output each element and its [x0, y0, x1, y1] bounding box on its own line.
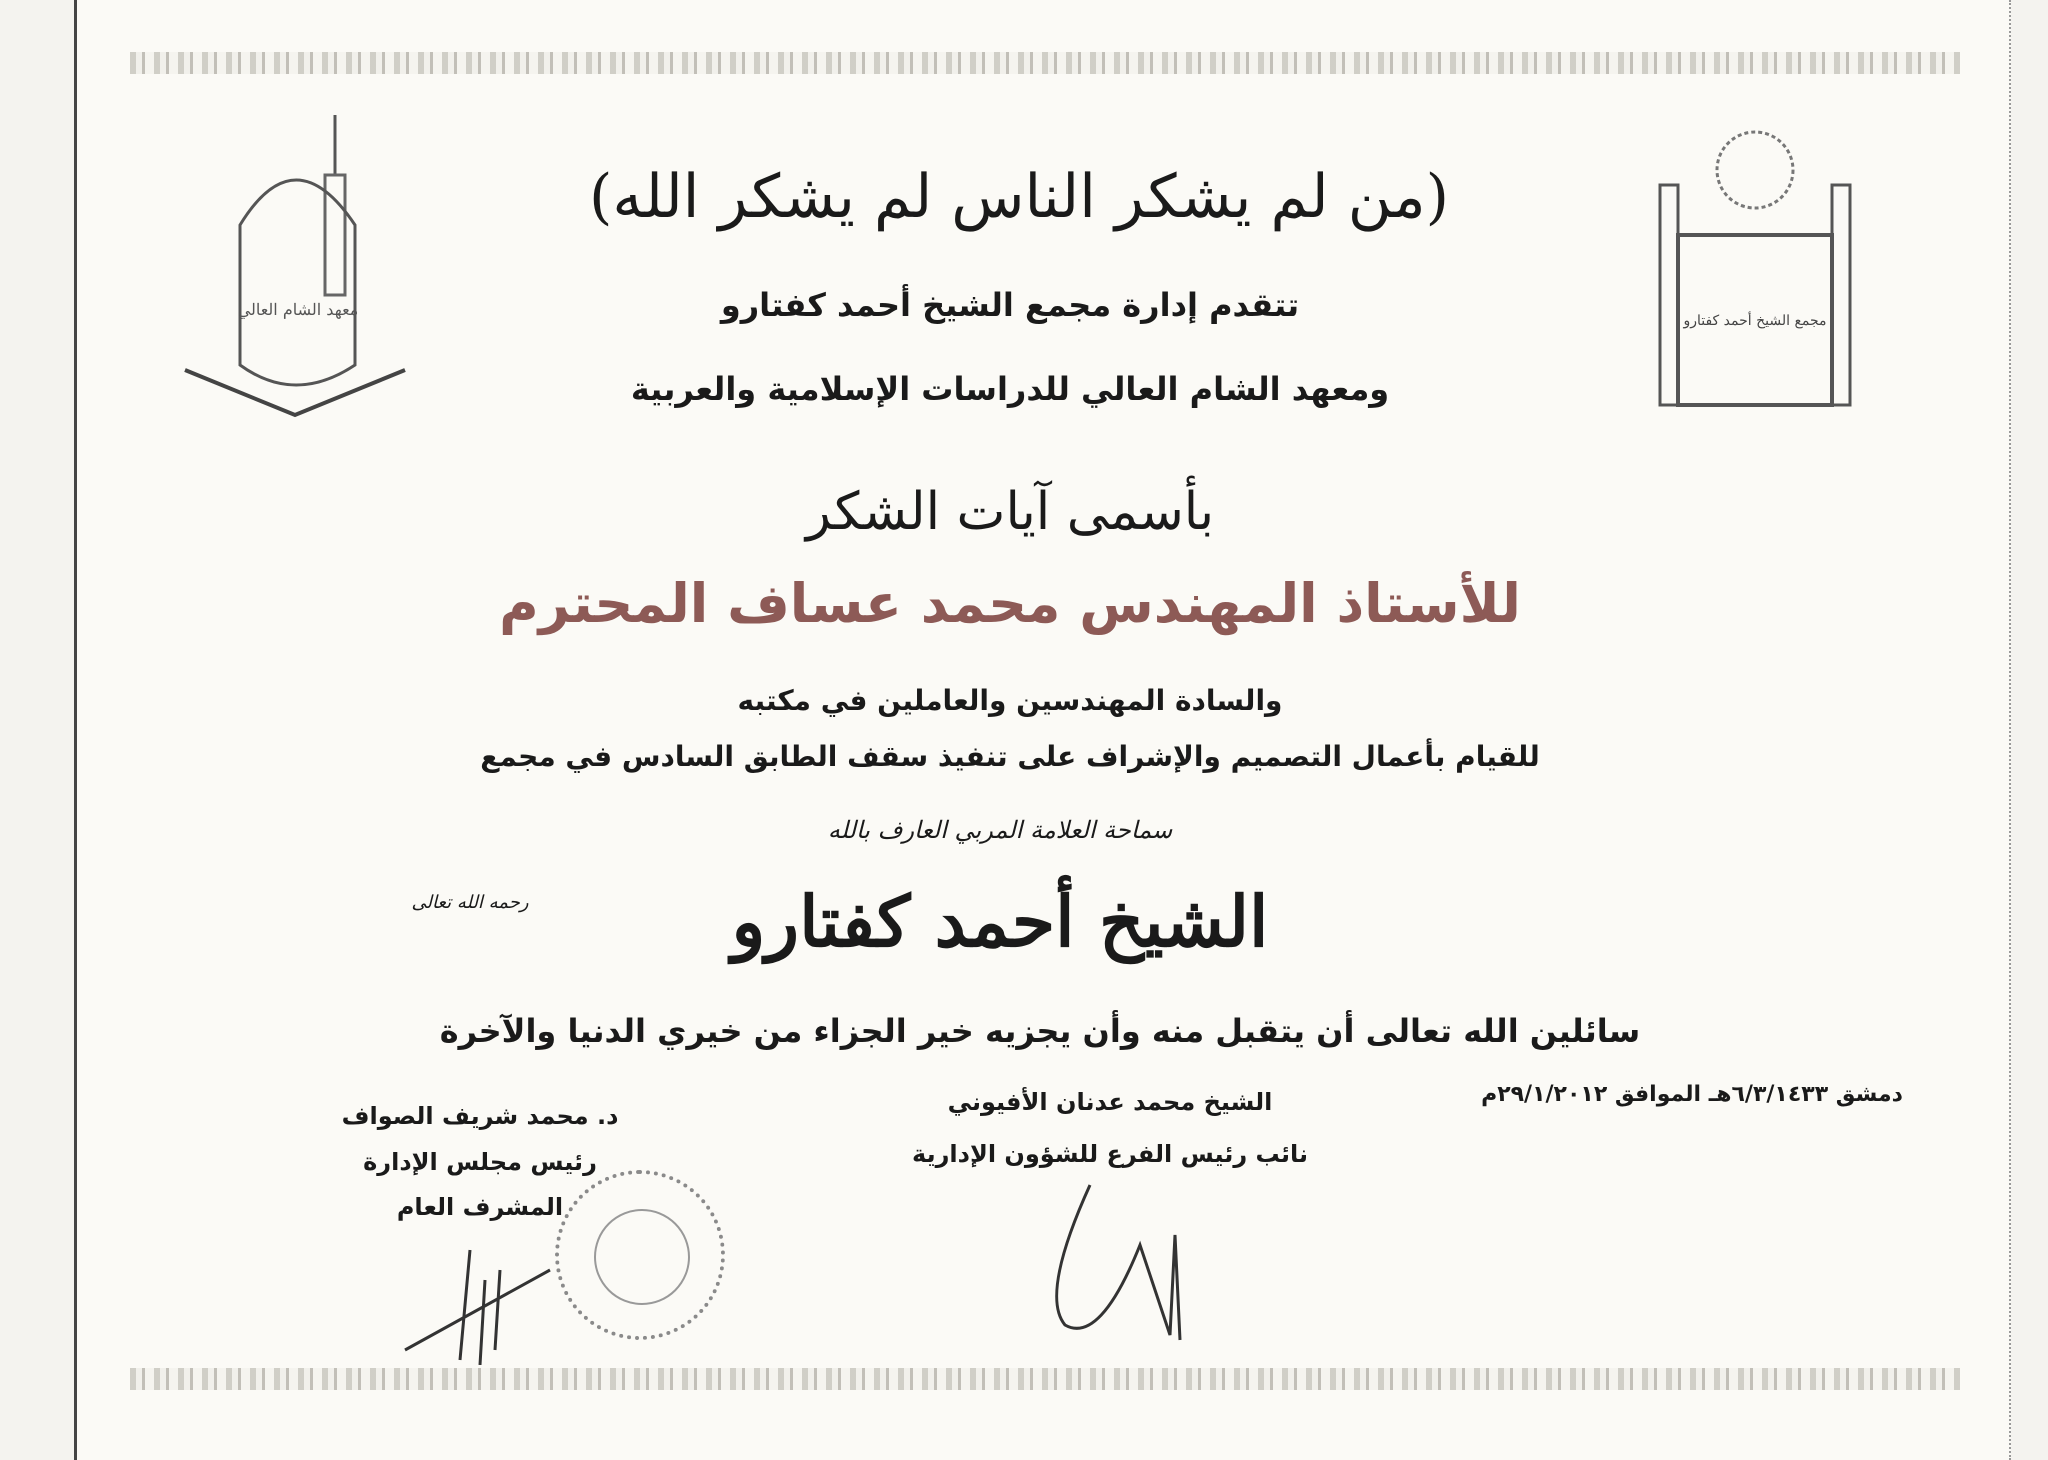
signature-1	[1020, 1175, 1220, 1345]
institute-logo	[180, 115, 410, 420]
motto: (من لم يشكر الناس لم يشكر الله)	[589, 162, 1449, 232]
signatory-2-title: رئيس مجلس الإدارة	[363, 1148, 597, 1176]
recipient-name: للأستاذ المهندس محمد عساف المحترم	[499, 572, 1521, 635]
signature-2	[400, 1240, 560, 1365]
recipient-extra: والسادة المهندسين والعاملين في مكتبه	[737, 684, 1283, 717]
calligraphy-prefix: سماحة العلامة المربي العارف بالله	[827, 816, 1173, 844]
signatory-2-title-2: المشرف العام	[396, 1193, 564, 1221]
official-seal	[555, 1170, 725, 1340]
signatory-1-title: نائب رئيس الفرع للشؤون الإدارية	[912, 1140, 1308, 1168]
signatory-1-name: الشيخ محمد عدنان الأفيوني	[947, 1088, 1273, 1116]
complex-logo-text: مجمع الشيخ أحمد كفتارو	[1683, 313, 1827, 329]
institute-logo-text: معهد الشام العالي	[237, 300, 359, 319]
calligraphy-name: الشيخ أحمد كفتارو	[731, 880, 1269, 963]
calligraphy-suffix: رحمه الله تعالى	[411, 892, 529, 913]
reason: للقيام بأعمال التصميم والإشراف على تنفيذ سقف الطابق السادس في مجمع	[480, 740, 1540, 773]
date: دمشق ٦/٣/١٤٣٣هـ الموافق ٢٩/١/٢٠١٢م	[1481, 1082, 1903, 1107]
bottom-ornament-border	[130, 1368, 1960, 1390]
top-ornament-border	[130, 52, 1960, 74]
issuer-line-2: ومعهد الشام العالي للدراسات الإسلامية والعربية	[630, 370, 1390, 408]
issuer-line-1: تتقدم إدارة مجمع الشيخ أحمد كفتارو	[720, 286, 1300, 324]
signatory-2-name: د. محمد شريف الصواف	[341, 1102, 619, 1130]
closing-prayer: سائلين الله تعالى أن يتقبل منه وأن يجزيه خير الجزاء من خيري الدنيا والآخرة	[439, 1012, 1641, 1050]
thanks-heading: بأسمى آيات الشكر	[805, 482, 1215, 542]
complex-logo	[1640, 125, 1870, 415]
